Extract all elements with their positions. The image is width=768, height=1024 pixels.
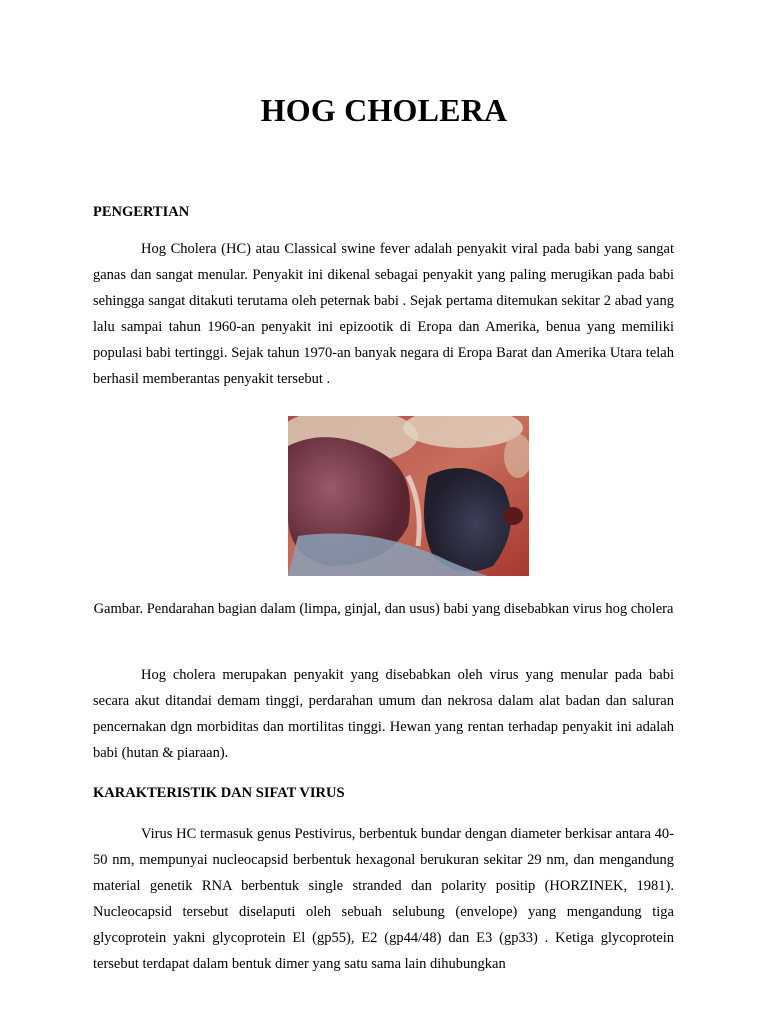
document-title: HOG CHOLERA [260,92,508,128]
paragraph-karakteristik: Virus HC termasuk genus Pestivirus, berbentuk bundar dengan diameter berkisar antara 40-50 nm, mempunyai nucleocapsid berbentuk hexagonal berukuran sekitar 29 nm, dan mengandung material genetik RNA berbentuk single stranded dan polarity positip (HORZINEK, 1981). Nucleocapsid tersebut diselaputi oleh sebuah selubung (envelope) yang mengandung tiga glycoprotein yakni glycoprotein El (gp55), E2 (gp44/48) dan E3 (gp33) . Ketiga glycoprotein tersebut terdapat dalam bentuk dimer yang satu sama lain dihubungkan [93,826,674,972]
paragraph-definition: Hog cholera merupakan penyakit yang disebabkan oleh virus yang menular pada babi secara akut ditandai demam tinggi, perdarahan umum dan nekrosa dalam alat badan dan saluran pencernakan dgn morbiditas dan mortilitas tinggi. Hewan yang rentan terhadap penyakit ini adalah babi (hutan & piaraan). [93,667,674,761]
paragraph-pengertian: Hog Cholera (HC) atau Classical swine fever adalah penyakit viral pada babi yang sangat ganas dan sangat menular. Penyakit ini dikenal sebagai penyakit yang paling merugikan pada babi sehingga sangat ditakuti terutama oleh peternak babi . Sejak pertama ditemukan sekitar 2 abad yang lalu sampai tahun 1960-an penyakit ini epizootik di Eropa dan Amerika, benua yang memiliki populasi babi tertinggi. Sejak tahun 1970-an banyak negara di Eropa Barat dan Amerika Utara telah berhasil memberantas penyakit tersebut . [93,241,674,387]
figure-caption: Gambar. Pendarahan bagian dalam (limpa, ginjal, dan usus) babi yang disebabkan virus hog cholera [93,601,674,617]
section-heading-karakteristik: KARAKTERISTIK DAN SIFAT VIRUS [93,785,345,801]
organ-hemorrhage-photo [288,416,529,576]
section-heading-pengertian: PENGERTIAN [93,204,190,220]
